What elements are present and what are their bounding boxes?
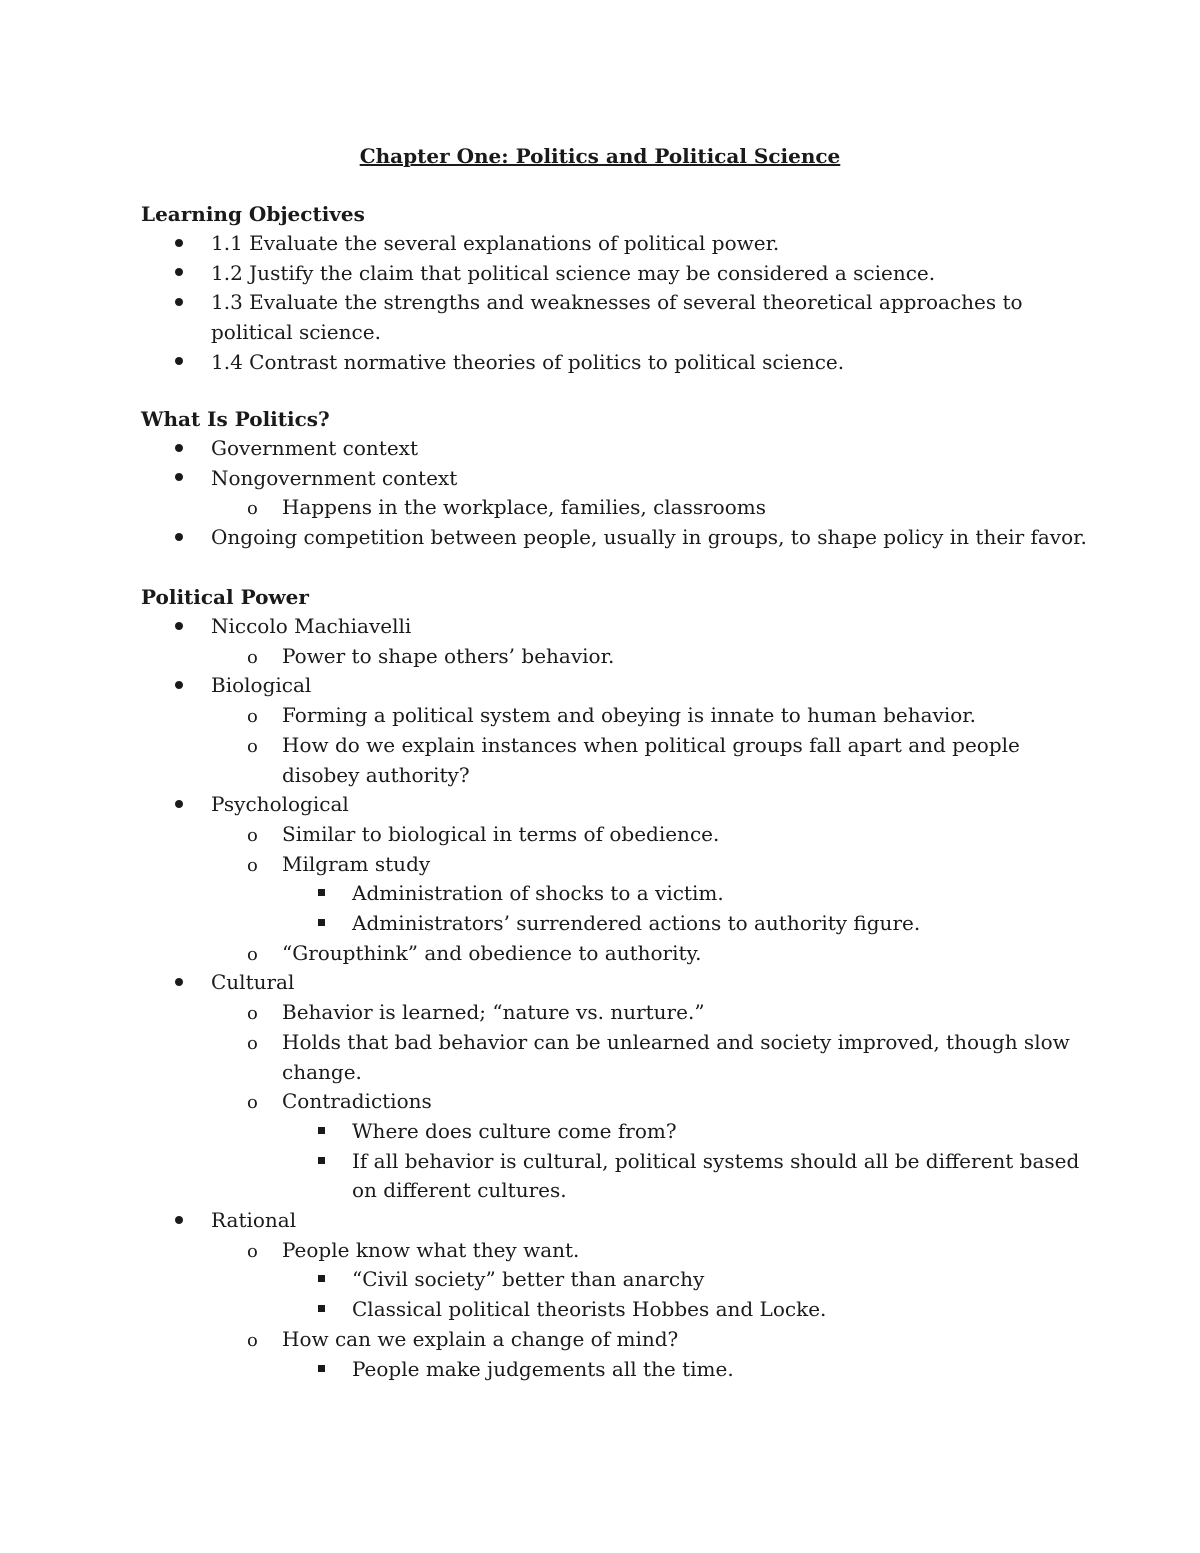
- list-item: Government context: [141, 434, 1101, 464]
- bullet-icon: [175, 259, 183, 289]
- circle-bullet-icon: o: [247, 1092, 258, 1114]
- circle-bullet-icon: o: [247, 646, 258, 668]
- square-bullet-icon: [318, 1265, 325, 1295]
- bullet-icon: [175, 464, 183, 494]
- list-item: o Similar to biological in terms of obedience.: [141, 820, 1101, 850]
- section-heading: Political Power: [141, 585, 309, 609]
- square-bullet-icon: [318, 1295, 325, 1325]
- square-bullet-icon: [318, 1117, 325, 1147]
- list-item: o People know what they want.: [141, 1236, 1101, 1266]
- list-item: Nongovernment context: [141, 464, 1101, 494]
- bullet-icon: [175, 612, 183, 642]
- list-item: o Contradictions: [141, 1087, 1101, 1117]
- list-item: o Milgram study: [141, 850, 1101, 880]
- list-item: o “Groupthink” and obedience to authority.: [141, 939, 1101, 969]
- square-bullet-icon: [318, 1355, 325, 1385]
- list-item: Cultural: [141, 968, 1101, 998]
- circle-bullet-icon: o: [247, 943, 258, 965]
- list-item: People make judgements all the time.: [141, 1355, 1101, 1385]
- list-item: o How do we explain instances when political groups fall apart and people disobey authority?: [247, 732, 1020, 787]
- square-bullet-icon: [318, 909, 325, 939]
- list-item: Administrators’ surrendered actions to authority figure.: [141, 909, 1101, 939]
- list-item: Administration of shocks to a victim.: [141, 879, 1101, 909]
- section-political-power: [141, 582, 1101, 1384]
- bullet-icon: [175, 968, 183, 998]
- list-item: o Power to shape others’ behavior.: [141, 642, 1101, 672]
- circle-bullet-icon: o: [247, 1240, 258, 1262]
- list-item: Rational: [141, 1206, 1101, 1236]
- list-item: Where does culture come from?: [141, 1117, 1101, 1147]
- circle-bullet-icon: o: [247, 735, 258, 757]
- list-item: 1.2 Justify the claim that political science may be considered a science.: [141, 259, 1101, 289]
- document-title: Chapter One: Politics and Political Science: [359, 144, 841, 168]
- list-item: o Happens in the workplace, families, classrooms: [141, 493, 1101, 523]
- list-item: 1.4 Contrast normative theories of politics to political science.: [141, 348, 1101, 378]
- list-item: Biological: [141, 671, 1101, 701]
- circle-bullet-icon: o: [247, 854, 258, 876]
- bullet-icon: [175, 288, 183, 318]
- list-item: 1.3 Evaluate the strengths and weaknesses of several theoretical approaches to political science.: [141, 288, 1101, 347]
- bullet-icon: [175, 348, 183, 378]
- list-item: o How can we explain a change of mind?: [141, 1325, 1101, 1355]
- circle-bullet-icon: o: [247, 824, 258, 846]
- list-item: Ongoing competition between people, usually in groups, to shape policy in their favor.: [141, 523, 1101, 553]
- list-item: Classical political theorists Hobbes and Locke.: [141, 1295, 1101, 1325]
- section-learning-objectives: [141, 199, 1101, 378]
- circle-bullet-icon: o: [247, 498, 258, 520]
- circle-bullet-icon: o: [247, 706, 258, 728]
- circle-bullet-icon: o: [247, 1032, 258, 1054]
- list-item: o Behavior is learned; “nature vs. nurture.”: [141, 998, 1101, 1028]
- bullet-icon: [175, 229, 183, 259]
- bullet-icon: [175, 671, 183, 701]
- bullet-icon: [175, 1206, 183, 1236]
- section-heading: What Is Politics?: [141, 407, 330, 431]
- square-bullet-icon: [318, 1147, 325, 1177]
- section-heading: Learning Objectives: [141, 202, 365, 226]
- list-item: 1.1 Evaluate the several explanations of political power.: [141, 229, 1101, 259]
- bullet-icon: [175, 790, 183, 820]
- bullet-icon: [175, 523, 183, 553]
- bullet-icon: [175, 434, 183, 464]
- list-item: o Holds that bad behavior can be unlearned and society improved, though slow change.: [247, 1029, 1070, 1084]
- list-item: If all behavior is cultural, political systems should all be different based on different cultures.: [141, 1147, 1101, 1206]
- circle-bullet-icon: o: [247, 1003, 258, 1025]
- section-what-is-politics: [141, 404, 1101, 553]
- list-item: “Civil society” better than anarchy: [141, 1265, 1101, 1295]
- list-item: Psychological: [141, 790, 1101, 820]
- circle-bullet-icon: o: [247, 1329, 258, 1351]
- list-item: o Forming a political system and obeying is innate to human behavior.: [141, 701, 1101, 731]
- list-item: Niccolo Machiavelli: [141, 612, 1101, 642]
- bullet-list: [141, 434, 1101, 553]
- bullet-list: [141, 229, 1101, 378]
- square-bullet-icon: [318, 879, 325, 909]
- bullet-list: [141, 612, 1101, 1384]
